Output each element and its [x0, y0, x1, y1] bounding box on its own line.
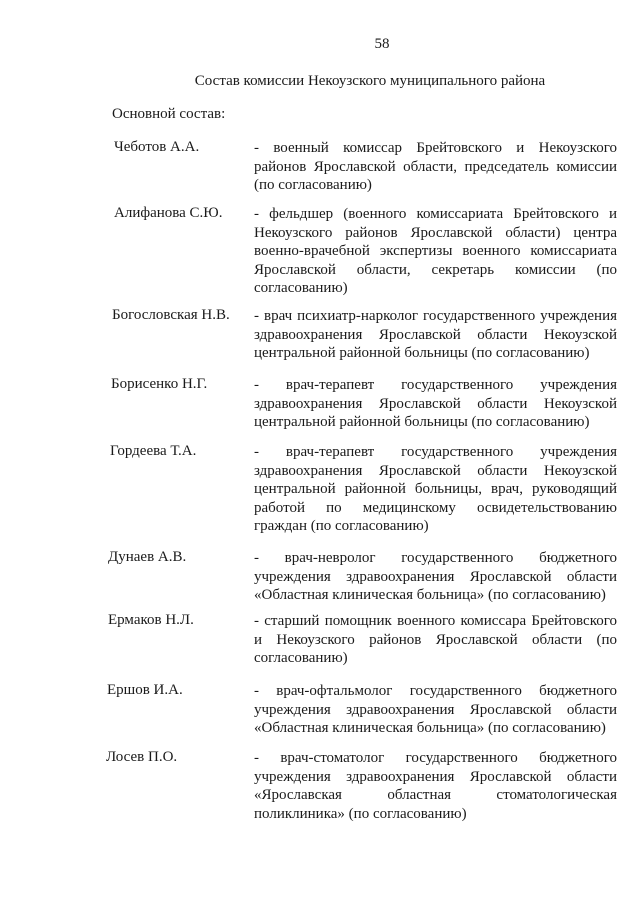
member-name: Ершов И.А. [107, 682, 183, 698]
member-role: - врач-терапевт государственного учреждения здравоохранения Ярославской области Некоузской центральной районной больницы (по согласованию) [254, 377, 617, 431]
member-role: - врач-стоматолог государственного бюджетного учреждения здравоохранения Ярославской области «Ярославская областная стоматологическая поликлиника» (по согласованию) [254, 750, 617, 822]
member-role: - врач-терапевт государственного учреждения здравоохранения Ярославской области Некоузской центральной районной больницы, врач, руководящий работой по медицинскому освидетельствованию граждан (по согласованию) [254, 444, 617, 535]
member-name: Дунаев А.В. [108, 549, 187, 565]
member-role: - врач-невролог государственного бюджетного учреждения здравоохранения Ярославской области «Областная клиническая больница» (по согласованию) [254, 550, 617, 604]
member-name: Алифанова С.Ю. [114, 205, 223, 221]
member-role: - старший помощник военного комиссара Брейтовского и Некоузского районов Ярославской области (по согласованию) [254, 613, 617, 667]
section-label: Основной состав: [112, 106, 226, 122]
member-name: Ермаков Н.Л. [108, 612, 194, 628]
page-number: 58 [374, 36, 390, 52]
member-name: Чеботов А.А. [114, 139, 200, 155]
member-name: Борисенко Н.Г. [111, 376, 208, 392]
member-name: Лосев П.О. [106, 749, 178, 765]
document-title: Состав комиссии Некоузского муниципального района [194, 73, 546, 89]
member-role: - врач-офтальмолог государственного бюджетного учреждения здравоохранения Ярославской области «Областная клиническая больница» (по согласованию) [254, 683, 617, 737]
member-role: - фельдшер (военного комиссариата Брейтовского и Некоузского районов Ярославской области) центра военно-врачебной экспертизы военного комиссариата Ярославской области, секретарь комиссии (по согласованию) [254, 206, 617, 297]
member-name: Богословская Н.В. [112, 307, 230, 323]
member-role: - врач психиатр-нарколог государственного учреждения здравоохранения Ярославской области Некоузской центральной районной больницы (по согласованию) [254, 308, 617, 362]
member-name: Гордеева Т.А. [110, 443, 197, 459]
member-role: - военный комиссар Брейтовского и Некоузского районов Ярославской области, председатель комиссии (по согласованию) [254, 140, 617, 194]
